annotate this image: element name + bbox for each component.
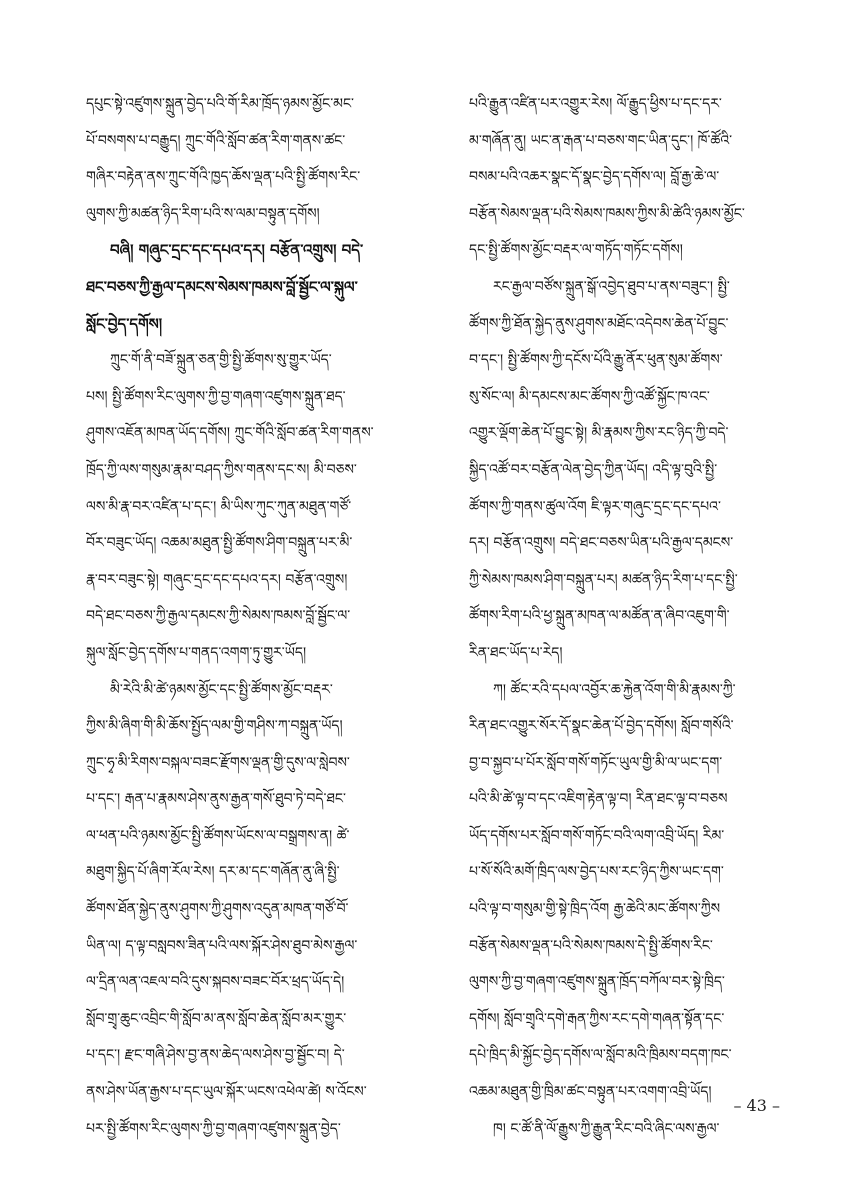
text-line: བསམ་པའི་འཆར་སྣང་དོ་སྣང་བྱེད་དགོས་ལ། བློ་རྒྱ་ཆེ་ལ་ (469, 169, 720, 186)
text-line: བདེ་ཐང་བཅས་ཀྱི་རྒྱལ་དམངས་ཀྱི་སེམས་ཁམས་བློ་སྦྱོང་ལ་ (86, 608, 351, 625)
text-line: སློབ་གྲྭ་ཆུང་འབྲིང་གི་སློབ་མ་ནས་སློབ་ཆེན་སློབ་མར་གྱུར་ (86, 1010, 347, 1027)
text-line: དཔུང་སྟེ་འཛུགས་སྐྲུན་བྱེད་པའི་གོ་རིམ་ཁྲོད་ཉམས་མྱོང་མང་ (86, 96, 354, 112)
text-line: ཚོགས་ཐོན་སྐྱེད་ནུས་ཤུགས་ཀྱི་ཤུགས་འདུན་མཁན་གཙོ་བོ་ (86, 901, 349, 918)
text-line: ཤུགས་འཇོན་མཁན་ཡོད་དགོས། ཀྲུང་གོའི་སློབ་ཚན་རིག་གནས་ (86, 425, 374, 442)
text-line: བྱ་བ་སྐྱབ་པ་པོར་སློབ་གསོ་གཏོང་ཡུལ་གྱི་མི་ལ་ཡང་དག་ (469, 754, 723, 771)
text-line: སྐྱིད་འཚོ་བར་བརྩོན་ལེན་བྱེད་ཀྱིན་ཡོད། འདི་ལྟ་བུའི་སྤྱི་ (469, 461, 718, 478)
paragraph (469, 269, 819, 672)
text-line: དར། བརྩོན་འགྲུས། བདེ་ཐང་བཅས་ཡིན་པའི་རྒྱལ་དམངས་ (469, 535, 734, 552)
text-line: ལུགས་ཀྱི་བྱ་གཞག་འཛུགས་སྐྲུན་ཁྲོད་བཀོལ་བར་སྟེ་ཁྲིད་ (469, 974, 725, 991)
text-line: པར་སྤྱི་ཚོགས་རིང་ལུགས་ཀྱི་བྱ་གཞག་འཛུགས་སྐྲུན་བྱེད་ (86, 1120, 341, 1137)
text-line: པ་དང་། རྫང་གཞི་ཤེས་བྱ་ནས་ཆེད་ལས་ཤེས་བྱ་སྦྱོང་བ། དེ་ (86, 1047, 345, 1064)
text-line: བ་དང་། སྤྱི་ཚོགས་ཀྱི་དངོས་པོའི་རྒྱུ་ནོར་ཕུན་སུམ་ཚོགས་ (469, 352, 723, 369)
heading-line: བཞི། གཞུང་དྲང་དང་དཔའ་དར། བརྩོན་འགྲུས། བདེ་ (110, 241, 364, 260)
paragraph (86, 342, 436, 671)
page-number: – 43 – (733, 1096, 780, 1115)
heading-line: སློང་བྱེད་དགོས། (86, 314, 163, 333)
text-line: ཀྲུང་ཧྭ་མི་རིགས་བསྐལ་བཟང་རྫོགས་ལྡན་གྱི་དུས་ལ་སླེབས་ (86, 754, 350, 771)
paragraph (86, 672, 436, 1148)
text-line: ལ་ཕན་པའི་ཉམས་མྱོང་སྤྱི་ཚོགས་ཡོངས་ལ་བསྒྲགས་ན། ཚེ་ (86, 827, 350, 844)
text-line: པ་དང་། རྒན་པ་རྣམས་ཤེས་ནུས་རྒྱན་གསོ་ཐུབ་ཏེ་བདེ་ཐང་ (86, 791, 346, 808)
text-line: མཐུག་སྐྱིད་པོ་ཞིག་རོལ་རེས། དར་མ་དང་གཞོན་ནུ་ཞི་སྤྱི་ (86, 864, 340, 881)
heading-line: ཐང་བཅས་ཀྱི་རྒྱལ་དམངས་སེམས་ཁམས་བློ་སྦྱོང་ལ་སྐུལ་ (86, 277, 358, 296)
paragraph (469, 672, 819, 1111)
text-line: རྣ་བར་བཟུང་སྟེ། གཞུང་དྲང་དང་དཔའ་དར། བརྩོན་འགྲུས། (86, 571, 348, 588)
text-line: ནས་ཤེས་ཡོན་རྒྱས་པ་དང་ཡུལ་སྐོར་ཡངས་འཕེལ་ཚེ། ས་འོངས་ (86, 1084, 367, 1101)
right-column (469, 86, 819, 1147)
text-line: ལུགས་ཀྱི་མཚན་ཉིད་རིག་པའི་ས་ལམ་བསྟུན་དགོས། (86, 205, 320, 222)
text-line: ཀྱི་སེམས་ཁམས་ཤིག་བསྐྲུན་པར། མཚན་ཉིད་རིག་པ་དང་སྤྱི་ (469, 571, 738, 588)
text-line: པའི་མི་ཚེ་ལྟ་བ་དང་འཇིག་རྟེན་ལྟ་བ། རིན་ཐང་ལྟ་བ་བཅས (469, 791, 728, 808)
text-line: བརྩོན་སེམས་ལྡན་པའི་སེམས་ཁམས་ཀྱིས་མི་ཚེའི་ཉམས་མྱོང་ (469, 205, 745, 222)
text-line: པའི་རྒྱུན་འཛིན་པར་འགྱུར་རེས། ལོ་རྒྱུད་ཕྱིས་པ་དང་དར་ (469, 96, 722, 112)
text-line: སྐུལ་སློང་བྱེད་དགོས་པ་གནད་འགག་ཏུ་གྱུར་ཡོད། (86, 644, 307, 661)
paragraph (469, 86, 819, 269)
text-line: འཆམ་མཐུན་གྱི་ཁྲིམ་ཚང་བསྟུན་པར་འགག་འབྲི་ཡོད། (469, 1084, 712, 1101)
text-line: ཚོགས་ཀྱི་གནས་ཚུལ་འོག ཇི་ལྟར་གཞུང་དྲང་དང་དཔའ་ (469, 498, 721, 515)
text-line: རང་རྒྱལ་བཙོས་སྐྲུན་སྒོ་འབྱེད་ཐུབ་པ་ནས་བཟུང་། སྤྱི་ (493, 278, 730, 295)
text-line: པོ་བསགས་པ་བརྒྱུད། ཀྲུང་གོའི་སློབ་ཚན་རིག་གནས་ཚང་ (86, 132, 346, 149)
text-line: པ་སོ་སོའི་མགོ་ཁྲིད་ལས་བྱེད་པས་རང་ཉིད་ཀྱིས་ཡང་དག་ (469, 864, 724, 881)
text-line: རིན་ཐང་ཡོད་པ་རེད། (469, 644, 563, 661)
section-heading (86, 232, 436, 342)
left-column (86, 86, 436, 1147)
paragraph (469, 1111, 819, 1148)
text-line: དཔེ་ཁྲིད་མི་སྐྱོང་བྱེད་དགོས་ལ་སློབ་མའི་ཁྲིམས་བདག་ཁང་ (469, 1047, 732, 1064)
text-line: སུ་སོང་ལ། མི་དམངས་མང་ཚོགས་ཀྱི་འཚོ་སྐྱོང་ཁ་འང་ (469, 388, 710, 405)
text-line: བརྩོན་སེམས་ལྡན་པའི་སེམས་ཁམས་དེ་སྤྱི་ཚོགས་རིང་ (469, 937, 713, 954)
text-line: ཀྲུང་གོ་ནི་བཟོ་སྐྲུན་ཅན་གྱི་སྤྱི་ཚོགས་སུ་གྱུར་ཡོད་ (110, 352, 332, 369)
text-line: མ་གཞོན་ནུ། ཡང་ན་རྒན་པ་བཅས་གང་ཡིན་དུང་། ཁོ་ཚོའི་ (469, 132, 733, 149)
text-line: ཀྱིས་མི་ཞིག་གི་མི་ཆོས་སྤྱོད་ལམ་གྱི་གཤིས་ཀ་བསྐྲུན་ཡོད། (86, 718, 343, 735)
text-line: མི་རེའི་མི་ཚེ་ཉམས་མྱོང་དང་སྤྱི་ཚོགས་མྱོང་བརྡར་ (110, 681, 333, 698)
text-line: དང་སྤྱི་ཚོགས་མྱོང་བརྡར་ལ་གཏོད་གཏོང་དགོས། (469, 242, 683, 259)
text-line: ཁ། ང་ཚོ་ནི་ལོ་རྒྱུས་ཀྱི་རྒྱུན་རིང་བའི་ཞིང་ལས་རྒྱལ་ (493, 1120, 720, 1137)
text-line: ལ་དྲིན་ལན་འཇལ་བའི་དུས་སྐབས་བཟང་བོར་ཕྲད་ཡོད་དེ། (86, 974, 345, 991)
text-line: རིན་ཐང་འགྱུར་སོར་དོ་སྣང་ཆེན་པོ་བྱེད་དགོས། སློབ་གསོའི་ (469, 718, 734, 735)
text-line: ཁྲོད་ཀྱི་ལས་གསུམ་རྣམ་བཤད་ཀྱིས་གནས་དང་ས། མི་བཅས་ (86, 461, 357, 478)
text-line: པའི་ལྟ་བ་གསུམ་གྱི་སྟེ་ཁྲིད་འོག རྒྱ་ཆེའི་མང་ཚོགས་ཀྱིས (469, 901, 721, 918)
text-line: པས། སྤྱི་ཚོགས་རིང་ལུགས་ཀྱི་བྱ་གཞག་འཛུགས་སྐྲུན་ཐད་ (86, 388, 346, 405)
text-line: བོར་བཟུང་ཡོད། འཆམ་མཐུན་སྤྱི་ཚོགས་ཤིག་བསྐྲུན་པར་མི་ (86, 535, 353, 552)
text-line: ཚོགས་རིག་པའི་ཕྱ་སྐྲུན་མཁན་ལ་མཚོན་ན་ཞིབ་འཇུག་གི་ (469, 608, 730, 625)
paragraph (86, 86, 436, 232)
text-line: དགོས། སློབ་གྲྭའི་དགེ་རྒན་ཀྱིས་རང་དགེ་གཞན་སྟོན་དང་ (469, 1010, 725, 1027)
text-line: ཚོགས་ཀྱི་ཐོན་སྐྱེད་ནུས་ཤུགས་མཐོང་འདེབས་ཆེན་པོ་བྱུང་ (469, 315, 729, 332)
text-line: གཞིར་བརྟེན་ནས་ཀྲུང་གོའི་ཁྱད་ཆོས་ལྡན་པའི་སྤྱི་ཚོགས་རིང་ (86, 169, 361, 186)
text-line: ཡོད་དགོས་པར་སློབ་གསོ་གཏོང་བའི་ལག་འབྲི་ཡོད། རིམ་ (469, 827, 725, 844)
text-line: ཡིན་ལ། ད་ལྟ་བསླབས་ཟིན་པའི་ལས་སྐོར་ཤེས་ཐུབ་མེས་རྒྱལ་ (86, 937, 358, 954)
text-line: ཀ། ཚོང་རའི་དཔལ་འབྱོར་ཆ་རྐྱེན་འོག་གི་མི་རྣམས་ཀྱི་ (493, 681, 736, 698)
text-line: འགྱུར་ལྡོག་ཆེན་པོ་བྱུང་སྟེ། མི་རྣམས་ཀྱིས་རང་ཉིད་ཀྱི་བདེ་ (469, 425, 729, 442)
text-line: ལས་མི་རྣ་བར་འཛིན་པ་དང་། མི་ཡིས་ཀུང་ཀུན་མཐུན་གཙོ་ (86, 498, 352, 515)
